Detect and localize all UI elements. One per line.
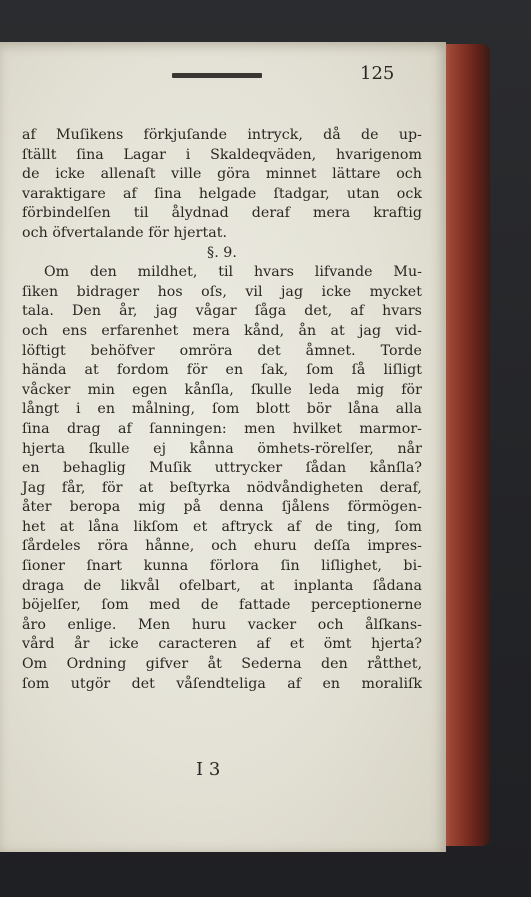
text-line: ſina drag af ſanningen: men hvilket marmor- — [22, 420, 422, 437]
text-line: ſom utgör det våſendteliga af en moraliſk — [22, 675, 422, 692]
page-number: 125 — [360, 63, 395, 84]
text-line: och öfvertalande för hjertat. — [22, 224, 228, 241]
section-heading: §. 9. — [207, 244, 237, 261]
body-text — [22, 126, 422, 694]
text-line: vård år icke caracteren af et ömt hjerta? — [22, 636, 422, 653]
text-line: förbindelſen til ålydnad deraf mera kraftig — [22, 205, 422, 222]
text-line: varaktigare af ſina helgade ſtadgar, utan ock — [22, 185, 422, 202]
text-line: draga de likvål ofelbart, at inplanta ſådana — [22, 577, 422, 594]
text-line: och ens erfarenhet mera kånd, ån at jag vid- — [22, 322, 422, 339]
text-line: våcker min egen kånſla, ſkulle leda mig för — [22, 381, 422, 398]
text-line: böjelſer, ſom med de fattade perceptionerne — [22, 597, 422, 614]
header-rule — [172, 73, 262, 78]
text-line: ſårdeles röra hånne, och ehuru deſſa impres- — [22, 538, 422, 555]
text-line: hända at fordom för en ſak, ſom ſå liſligt — [22, 362, 422, 379]
text-line: de icke allenaſt ville göra minnet lättare och — [22, 166, 422, 183]
signature-mark: I 3 — [196, 759, 221, 780]
text-line: ſtällt ſina Lagar i Skaldeqväden, hvarigenom — [22, 146, 422, 163]
text-line: tala. Den år, jag vågar ſåga det, af hvars — [22, 303, 422, 320]
text-line: af Muſikens förkjuſande intryck, då de up- — [22, 127, 422, 143]
text-line: ſiken bidrager hos oſs, vil jag icke mycket — [22, 283, 422, 300]
text-line: het at låna likſom et aftryck af de ting, ſom — [22, 518, 422, 535]
text-line: en behaglig Muſik uttrycker ſådan kånſla? — [22, 460, 422, 477]
text-line: åro enlige. Men huru vacker och ålſkans- — [22, 616, 422, 633]
text-line: hjerta ſkulle ej kånna ömhets-rörelſer, når — [22, 440, 422, 457]
text-line: Om den mildhet, til hvars lifvande Mu- — [44, 264, 422, 281]
text-line: Jag får, för at beſtyrka nödvåndigheten deraf, — [22, 479, 422, 496]
text-line: långt i en målning, ſom blott bör låna alla — [22, 401, 422, 418]
text-line: löftigt behöfver omröra det åmnet. Torde — [22, 342, 422, 359]
text-line: ſioner ſnart kunna förlora ſin liſlighet, bi- — [22, 558, 422, 575]
text-line: Om Ordning gifver åt Sederna den råtthet, — [22, 656, 422, 673]
text-line: åter beropa mig på denna ſjålens förmögen- — [22, 499, 422, 516]
